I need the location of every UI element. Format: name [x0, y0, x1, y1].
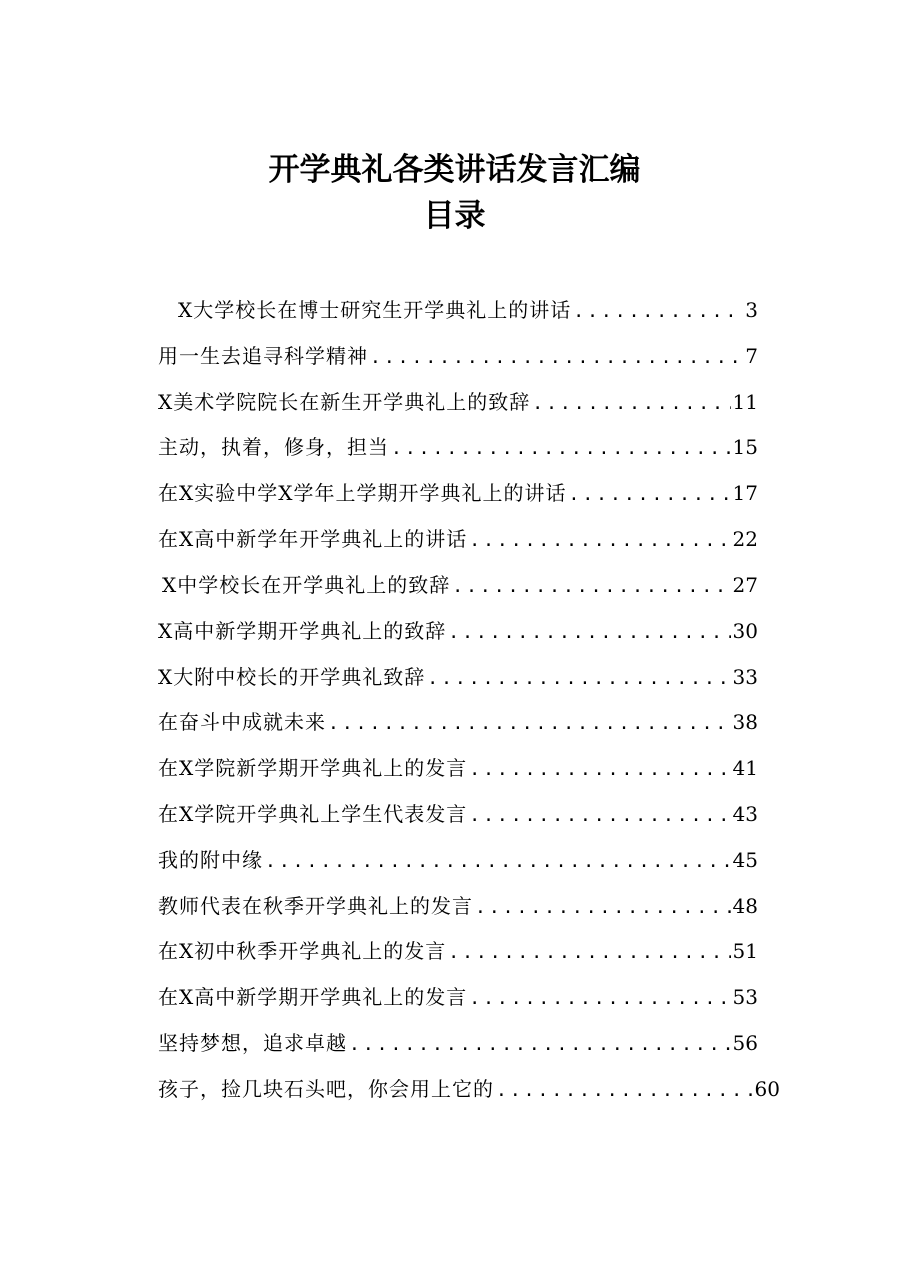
toc-entry[interactable]	[158, 845, 758, 875]
toc-entry[interactable]	[158, 936, 758, 966]
toc-entry-page: 27	[732, 573, 758, 597]
toc-leader-dots	[349, 1030, 731, 1058]
toc-entry-title: 主动，执着，修身，担当	[158, 435, 389, 459]
toc-leader-dots	[427, 664, 730, 692]
toc-entry[interactable]	[158, 387, 758, 417]
toc-leader-dots	[452, 572, 730, 600]
toc-entry-title: 教师代表在秋季开学典礼上的发言	[158, 894, 473, 918]
toc-entry-title: X中学校长在开学典礼上的致辞	[162, 573, 451, 597]
toc-entry-page: 7	[745, 344, 758, 368]
toc-entry[interactable]	[158, 891, 758, 921]
document-title: 开学典礼各类讲话发言汇编	[268, 152, 641, 188]
toc-leader-dots	[328, 709, 731, 737]
toc-leader-dots	[469, 984, 730, 1012]
toc-entry-page: 33	[732, 665, 758, 689]
toc-leader-dots	[475, 893, 731, 921]
toc-leader-dots	[448, 618, 730, 646]
toc-entry-title: 在X初中秋季开学典礼上的发言	[158, 939, 447, 963]
toc-entry[interactable]	[162, 570, 758, 600]
toc-entry-page: 38	[732, 710, 758, 734]
toc-entry-title: 在X实验中学X学年上学期开学典礼上的讲话	[158, 481, 567, 505]
toc-entry-page: 11	[732, 390, 758, 414]
toc-leader-dots	[573, 297, 743, 325]
toc-entry-page: 3	[745, 298, 758, 322]
toc-leader-dots	[469, 755, 730, 783]
toc-entry-title: 我的附中缘	[158, 848, 263, 872]
toc-entry-title: X美术学院院长在新生开学典礼上的致辞	[158, 390, 531, 414]
toc-heading: 目录	[423, 198, 486, 234]
toc-leader-dots	[469, 801, 730, 829]
toc-entry-page: 41	[732, 756, 758, 780]
toc-entry[interactable]	[158, 524, 758, 554]
toc-leader-dots	[448, 938, 730, 966]
toc-entry-title: X大附中校长的开学典礼致辞	[158, 665, 426, 689]
toc-entry-title: 在X高中新学期开学典礼上的发言	[158, 985, 468, 1009]
toc-entry[interactable]	[158, 982, 758, 1012]
toc-entry-page: 43	[732, 802, 758, 826]
toc-entry[interactable]	[158, 662, 758, 692]
toc-entry-title: 在X学院开学典礼上学生代表发言	[158, 802, 468, 826]
toc-entry-page: 17	[732, 481, 758, 505]
toc-entry-title: X大学校长在博士研究生开学典礼上的讲话	[178, 298, 572, 322]
toc-entry-page: 48	[732, 894, 758, 918]
toc-entry[interactable]	[158, 1074, 780, 1104]
toc-entry-page: 51	[732, 939, 758, 963]
toc-entry-title: 在X学院新学期开学典礼上的发言	[158, 756, 468, 780]
toc-leader-dots	[568, 480, 730, 508]
toc-entry-page: 56	[732, 1031, 758, 1055]
toc-entry-title: 孩子，捡几块石头吧，你会用上它的	[158, 1077, 494, 1101]
toc-leader-dots	[496, 1076, 753, 1104]
toc-leader-dots	[532, 389, 730, 417]
toc-entry[interactable]	[158, 341, 758, 371]
toc-entry-page: 60	[754, 1077, 780, 1101]
toc-leader-dots	[370, 343, 743, 371]
toc-entry-page: 53	[732, 985, 758, 1009]
toc-entry-title: 在奋斗中成就未来	[158, 710, 326, 734]
toc-entry[interactable]	[158, 432, 758, 462]
toc-leader-dots	[469, 526, 730, 554]
toc-entry[interactable]	[158, 478, 758, 508]
toc-leader-dots	[265, 847, 731, 875]
toc-entry-page: 15	[732, 435, 758, 459]
toc-entry-page: 30	[732, 619, 758, 643]
toc-entry-title: X高中新学期开学典礼上的致辞	[158, 619, 447, 643]
toc-entry[interactable]	[158, 616, 758, 646]
toc-entry[interactable]	[158, 707, 758, 737]
toc-entry-title: 坚持梦想，追求卓越	[158, 1031, 347, 1055]
toc-entry-page: 45	[732, 848, 758, 872]
toc-entry[interactable]	[158, 1028, 758, 1058]
toc-entry[interactable]	[158, 753, 758, 783]
toc-entry-title: 在X高中新学年开学典礼上的讲话	[158, 527, 468, 551]
toc-entry[interactable]	[178, 295, 758, 325]
toc-entry-title: 用一生去追寻科学精神	[158, 344, 368, 368]
toc-entry-page: 22	[732, 527, 758, 551]
toc-entry[interactable]	[158, 799, 758, 829]
toc-leader-dots	[391, 434, 731, 462]
